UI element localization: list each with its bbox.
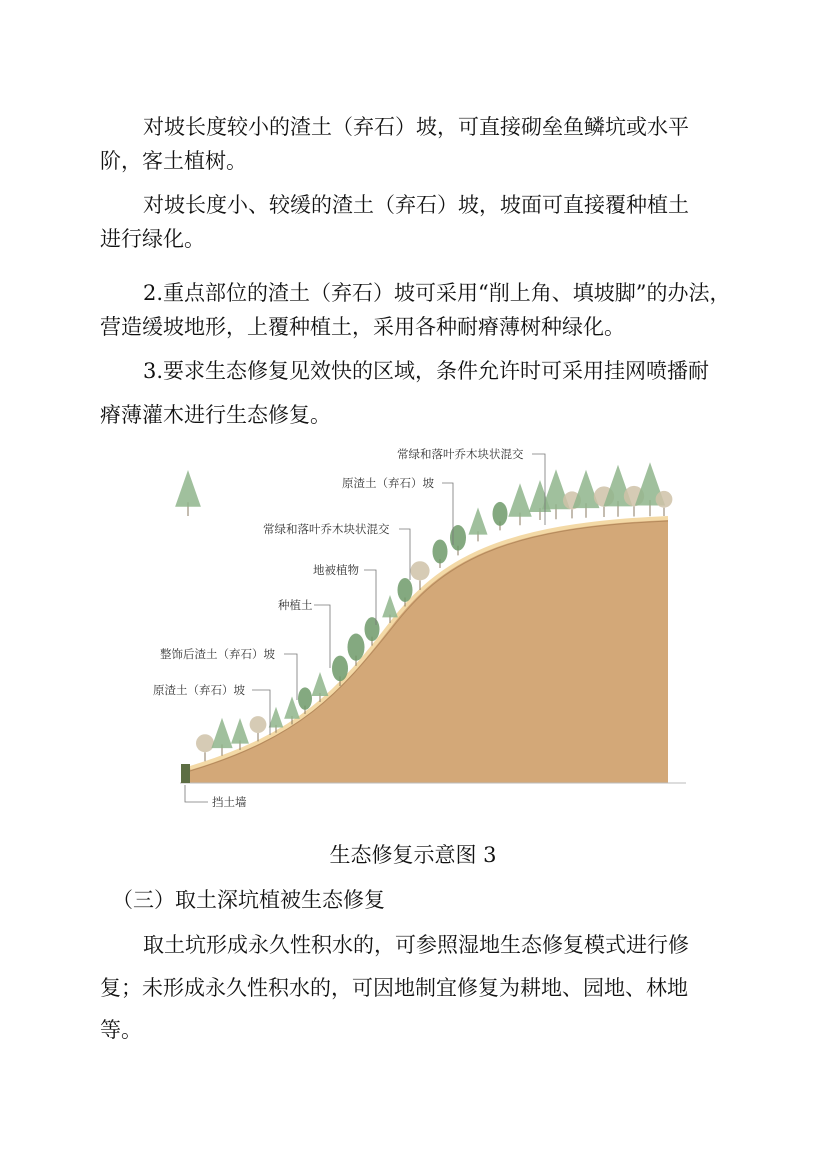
tree-icon (656, 491, 673, 516)
tree-icon (175, 470, 201, 516)
text-line: 瘠薄灌木进行生态修复。 (100, 403, 331, 427)
tree-icon (211, 718, 232, 756)
text-line: 复；未形成永久性积水的，可因地制宜修复为耕地、园地、林地 (100, 976, 688, 1000)
text-line: 对坡长度小、较缓的渣土（弃石）坡，坡面可直接覆种植土 (143, 193, 689, 217)
label-planting-soil: 种植土 (278, 598, 313, 612)
label-retaining-wall: 挡土墙 (212, 795, 247, 809)
label-mixed-forest-top: 常绿和落叶乔木块状混交 (397, 447, 524, 461)
label-trimmed-slope: 整饰后渣土（弃石）坡 (160, 647, 275, 661)
retaining-wall (181, 764, 190, 783)
text-line: 营造缓坡地形，上覆种植土，采用各种耐瘠薄树种绿化。 (100, 315, 625, 339)
tree-icon (433, 540, 448, 569)
text-line: 进行绿化。 (100, 227, 205, 251)
tree-icon (450, 525, 466, 555)
label-original-slope-bottom: 原渣土（弃石）坡 (153, 683, 245, 697)
tree-icon (468, 507, 487, 541)
text-line: 等。 (100, 1018, 142, 1042)
tree-icon (196, 734, 214, 761)
label-original-slope-top: 原渣土（弃石）坡 (342, 476, 434, 490)
tree-icon (508, 483, 532, 525)
text-line: 阶，客土植树。 (100, 149, 247, 173)
tree-icon (493, 502, 508, 531)
label-ground-cover: 地被植物 (313, 563, 359, 577)
text-line: 对坡长度较小的渣土（弃石）坡，可直接砌垒鱼鳞坑或水平 (143, 115, 689, 139)
figure-caption: 生态修复示意图 3 (329, 843, 497, 867)
text-line: 3.要求生态修复见效快的区域，条件允许时可采用挂网喷播耐 (143, 359, 710, 383)
section-heading: （三）取土深坑植被生态修复 (112, 888, 385, 912)
text-line: 2.重点部位的渣土（弃石）坡可采用“削上角、填坡脚”的办法， (143, 281, 731, 305)
tree-icon (231, 718, 249, 750)
label-mixed-forest-mid: 常绿和落叶乔木块状混交 (263, 522, 390, 536)
text-line: 取土坑形成永久性积水的，可参照湿地生态修复模式进行修 (143, 933, 689, 957)
